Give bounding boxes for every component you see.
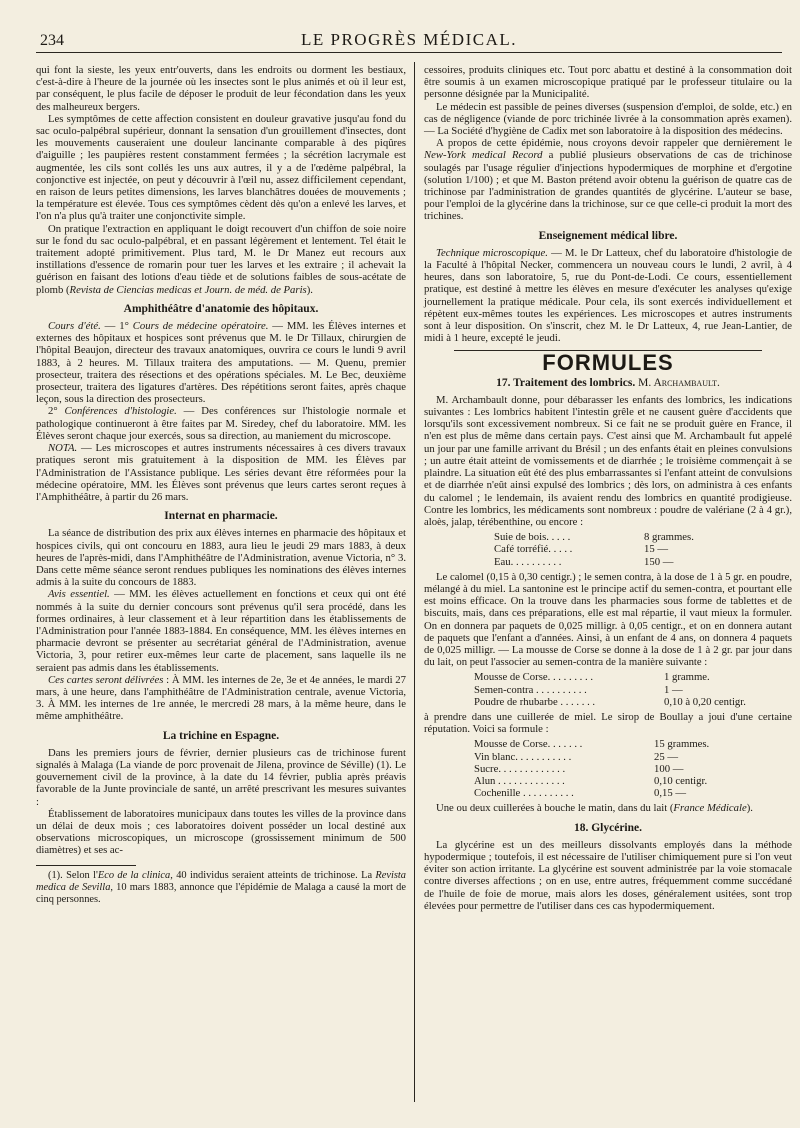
paragraph: Technique microscopique. — M. le Dr Latteux, chef du laboratoire d'histologie de la Faculté à l'hôpital Necker, commencera un nouveau cours le lundi, 2 avril, à 4 heures, dans son laboratoire, 5, rue du Pont-de-Lodi. Ce cours, essentiellement pratique, est destiné à mettre les élèves en mesure d'exécuter les analyses qu'exige journellement la pratique médicale. Pour cela, ils sont exercés individuellement et répètent eux-mêmes toutes les expériences. Les microscopes et autres instruments sont à leur disposition. On s'inscrit, chez M. le Dr Latteux, 4, rue Jean-Lantier, de midi à 1 heure, excepté le jeudi.: [424, 246, 792, 345]
recipe-row: [494, 556, 792, 568]
footnote: (1). Selon l'Eco de la clinica, 40 individus seraient atteints de trichinose. La Revista medica de Sevilla, 10 mars 1883, annonce que l'épidémie de Malaga a causé la mort de cinq personnes.: [36, 869, 406, 905]
paragraph: Le médecin est passible de peines diverses (suspension d'emploi, de solde, etc.) en cas de négligence (viande de porc trichinée livrée à la consommation après examen). — La Société d'hygiène de Cadix met son laboratoire à la disposition des médecins.: [424, 100, 792, 138]
ingredient-name: Suie de bois. . . . .: [494, 531, 571, 544]
page-number: 234: [40, 32, 64, 49]
ingredient-name: Alun . . . . . . . . . . . . .: [474, 774, 565, 787]
ingredient-quantity: 8 grammes.: [644, 531, 694, 544]
ingredient-quantity: 0,15 —: [654, 787, 687, 800]
recipe-row: [474, 696, 792, 708]
paragraph: Une ou deux cuillerées à bouche le matin, dans du lait (France Médicale).: [436, 802, 753, 815]
ingredient-name: Sucre. . . . . . . . . . . . .: [474, 762, 566, 775]
recipe-table-3: [474, 738, 792, 799]
recipe-row: [474, 775, 792, 787]
paragraph: M. Archambault donne, pour débarasser les enfants des lombrics, les indications suivantes : Les lombrics habitent l'intestin grêle et ne causent guère d'accidents que lorsqu'ils sont excessivement nombreux. Si ce fait ne se produit guère en France, il n'en est plus de même dans certain pays. C'est ainsi que M. Archambault fut appelé un jour par une famille arrivant du Brésil ; un des enfants était en pleines convulsions ; un autre était atteint de vomissements et de diarrhée ; le troisième commençait à se plaindre. La situation eût été des plus embarrassantes si l'enfant atteint de convulsions et de diarrhée n'eût ainsi expulsé des lombrics ; dès lors, on administra à ces enfants du calomel ; le lendemain, ils avaient rendu des lombrics en quantité prodigieuse. Contre les lombrics, les médicaments sont nombreux : poudre de valériane (2 à 4 gr.), aloès, jalap, térébenthine, ou encore :: [424, 393, 792, 528]
ingredient-name: Poudre de rhubarbe . . . . . . .: [474, 695, 596, 708]
recipe-row: [474, 684, 792, 696]
recipe-row: [494, 531, 792, 543]
paragraph: qui font la sieste, les yeux entr'ouverts, dans les endroits ou dorment les bestiaux, c'est-à-dire à l'heure de la journée où les insectes sont le plus animés et où il leur est, par conséquent, le plus facile de déposer le produit de leur fécondation dans les yeux des malheureux bergers.: [36, 64, 406, 113]
section-heading-enseignement: Enseignement médical libre.: [538, 229, 678, 242]
recipe-table-2: [474, 671, 792, 708]
ingredient-quantity: 0,10 centigr.: [654, 774, 708, 787]
ingredient-quantity: 150 —: [644, 555, 674, 568]
ingredient-quantity: 15 —: [644, 543, 669, 556]
paragraph: A propos de cette épidémie, nous croyons devoir rappeler que dernièrement le New-York medical Record a publié plusieurs observations de cas de trichinose soulagés par l'usage régulier d'injections hypodermiques de morphine et d'ergotine (solution 1/100) ; et que M. Baston prétend avoir obtenu la guérison de quatre cas de trichinose par l'administration de grandes quantités de glycérine. L'auteur se base, pour l'emploi de la glycérine dans la trichinose, sur ce que celle-ci produit la mort des trichines.: [424, 137, 792, 223]
page-header: [36, 24, 782, 53]
recipe-row: [474, 671, 792, 683]
ingredient-name: Mousse de Corse. . . . . . . . .: [474, 671, 594, 684]
recipe-table-1: [494, 531, 792, 568]
column-divider: [414, 62, 415, 1102]
ingredient-name: Mousse de Corse. . . . . . .: [474, 738, 583, 751]
citation: Revista de Ciencias medicas et Journ. de méd. de Paris: [69, 283, 307, 296]
paragraph: La séance de distribution des prix aux élèves internes en pharmacie des hôpitaux et hospices civils, qui ont concouru en 1883, aura lieu le jeudi 29 mars 1883, à deux heures de l'après-midi, dans l'Amphithéâtre de l'Administration, avenue Victoria, n° 3. Dans cette même séance seront rendues publiques les nominations des élèves internes admis à la suite du concours de 1883.: [36, 527, 406, 589]
paragraph: La glycérine est un des meilleurs dissolvants employés dans la méthode hypodermique ; toutefois, il est nécessaire de l'utiliser chimiquement pure si l'on veut éviter son action irritante. La glycérine est souvent administrée par la voie stomacale contre diverses affections ; on en use, entre autres, fréquemment comme succédané de l'huile de foie de morue, mais alors les doses, généralement usitées, sont trop élevées pour permettre de l'utiliser dans ces cas hypodermiquement.: [424, 838, 792, 912]
ingredient-quantity: 25 —: [654, 750, 679, 763]
recipe-row: [474, 738, 792, 750]
paragraph: à prendre dans une cuillerée de miel. Le sirop de Boullay a joui d'une certaine réputation. Voici sa formule :: [424, 710, 792, 736]
paragraph: 2° Conférences d'histologie. — Des conférences sur l'histologie normale et pathologique continueront à être faites par M. Siredey, chef du laboratoire. MM. les Élèves seront chaque jour exercés, sous sa direction, au maniement du microscope.: [36, 405, 406, 442]
footnote-rule: [36, 865, 136, 866]
ingredient-quantity: 1 —: [664, 683, 683, 696]
paragraph: Avis essentiel. — MM. les élèves actuellement en fonctions et ceux qui ont été nommés à la suite du dernier concours sont prévenus qu'il sera procédé, dans les formes ordinaires, à leur classement et à leur répartition dans les établissements de l'Administration pour l'année 1883-1884. En conséquence, MM. les élèves internes en pharmacie devront se présenter au secrétariat général de l'Administration, avenue Victoria, 3, pour retirer eux-mêmes leur carte de placement, sans laquelle ils ne seraient pas admis dans les établissements.: [36, 588, 406, 674]
ingredient-quantity: 0,10 à 0,20 centigr.: [664, 695, 746, 708]
paragraph: Ces cartes seront délivrées : À MM. les internes de 2e, 3e et 4e années, le mardi 27 mars, à une heure, dans l'amphithéâtre de l'Administration centrale, avenue Victoria, 3. À MM. les internes de 1re année, le mercredi 28 mars, à la même heure, dans le même amphithéâtre.: [36, 673, 406, 723]
ingredient-name: Eau. . . . . . . . . .: [494, 555, 562, 568]
ingredient-quantity: 100 —: [654, 762, 684, 775]
journal-title: LE PROGRÈS MÉDICAL.: [301, 30, 517, 49]
recipe-row: [474, 751, 792, 763]
paragraph: Les symptômes de cette affection consistent en douleur gravative jusqu'au fond du sac oculo-palpébral supérieur, donnant la sensation d'un grouillement d'insectes, dont les mouvements causeraient une douleur lancinante comparable à des piqûres d'aiguille ; les paupières restent constamment fermées ; la sécrétion lacrymale est augmentée, les cils sont collés les uns aux autres, il y a de l'œdème palpébral, la conjonctive est injectée, on peut y découvrir à l'œil nu, assez difficilement cependant, en raison de leurs petites dimensions, les larves blanchâtres douées de mouvements ; la température est élevée. Tous ces symptômes cèdent dès qu'on a enlevé les larves, et l'on n'a plus qu'à traiter une conjonctivite simple.: [36, 112, 406, 223]
recipe-row: [474, 763, 792, 775]
paragraph: cessoires, produits cliniques etc. Tout porc abattu et destiné à la consommation doit être soumis à un examen microscopique pratiqué par le professeur titulaire ou la personne désignée par la Municipalité.: [424, 64, 792, 101]
section-heading-trichine: La trichine en Espagne.: [162, 729, 280, 742]
recipe-row: [494, 543, 792, 555]
ingredient-quantity: 15 grammes.: [654, 738, 710, 751]
paragraph: Dans les premiers jours de février, dernier plusieurs cas de trichinose furent signalés à Malaga (La viande de porc provenait de Jilena, province de Séville) (1). Le gouvernement civil de la province, à la date du 14 février, publia après préavis favorable de la Junte provinciale de santé, un arrêté prescrivant les mesures suivantes :: [36, 746, 406, 808]
formules-heading: FORMULES: [542, 350, 674, 376]
paragraph: NOTA. — Les microscopes et autres instruments nécessaires à ces divers travaux pratiques seront mis gratuitement à la disposition de MM. les Élèves par l'Administration de l'Assistance publique. Les séries devant être réformées pour la médecine opératoire, MM. les Élèves sont prévenus que leurs cartes seront reçues à l'Amphithéâtre, à partir du 26 mars.: [36, 442, 406, 503]
formula-heading-17: 17. Traitement des lombrics. M. Archambault.: [496, 376, 720, 389]
paragraph: Le calomel (0,15 à 0,30 centigr.) ; le semen contra, à la dose de 1 à 5 gr. en poudre, mélangé à du miel. La santonine est le principe actif du semen-contra, et pourtant elle est moins efficace. On la trouve dans les pharmacies sous forme de tablettes et de biscuits, mais, dans ces préparations, elle est mal répartie, il vaut mieux la formuler. On en donnera par paquets de 0,025 milligr. à 0,05 centigr., et on en donnera autant de paquets que l'enfant a d'années. Ainsi, à un enfant de 4 ans, on donnera 4 paquets de 0,025 milligr. — La mousse de Corse se donne à la dose de 1 à 2 gr. par jour dans du lait, on peut l'associer au semen-contra de la manière suivante :: [424, 570, 792, 669]
paragraph: On pratique l'extraction en appliquant le doigt recouvert d'un chiffon de soie noire sur le fond du sac oculo-palpébral, et en passant légèrement et lentement. Tel était le traitement adopté primitivement. Plus tard, M. le Dr Manez eut recours aux instillations d'essence de romarin pour tuer les larves et les extraire ; il achevait la guérison en faisant des lotions d'eau tiède et de solutions faibles de sous-acétate de plomb (Revista de Ciencias medicas et Journ. de méd. de Paris).: [36, 222, 406, 296]
paragraph: Cours d'été. — 1° Cours de médecine opératoire. — MM. les Élèves internes et externes des hôpitaux et hospices sont prévenus que M. le Dr Tillaux, chirurgien de l'hôpital Beaujon, directeur des travaux anatomiques, ouvrira ce cours le lundi 9 avril 1883, à 2 heures. M. Tillaux traitera des amputations. — M. Quenu, premier prosecteur, traitera des résections et des opérations spéciales. M. Le Bec, deuxième prosecteur, traitera des ligatures d'artères. Des répétitions seront faites, après chaque leçon, sous la direction des prosecteurs.: [36, 320, 406, 406]
recipe-row: [474, 787, 792, 799]
left-column: [36, 64, 406, 906]
citation: New-York medical Record: [424, 149, 543, 162]
paragraph: Établissement de laboratoires municipaux dans toutes les villes de la province dans un délai de deux mois ; ces laboratoires doivent posséder un local destiné aux observations microscopiques, un microscope (grossissement minimum de 500 diamètres) et ses ac-: [36, 807, 406, 857]
ingredient-quantity: 1 gramme.: [664, 671, 710, 684]
ingredient-name: Vin blanc. . . . . . . . . . .: [474, 750, 572, 763]
section-heading-amphitheatre: Amphithéâtre d'anatomie des hôpitaux.: [123, 302, 319, 315]
ingredient-name: Semen-contra . . . . . . . . . .: [474, 683, 587, 696]
ingredient-name: Cochenille . . . . . . . . . .: [474, 787, 574, 800]
right-column: [424, 64, 792, 912]
ingredient-name: Café torréfié. . . . .: [494, 543, 573, 556]
formula-heading-18: 18. Glycérine.: [573, 821, 643, 834]
section-heading-internat: Internat en pharmacie.: [164, 510, 278, 523]
